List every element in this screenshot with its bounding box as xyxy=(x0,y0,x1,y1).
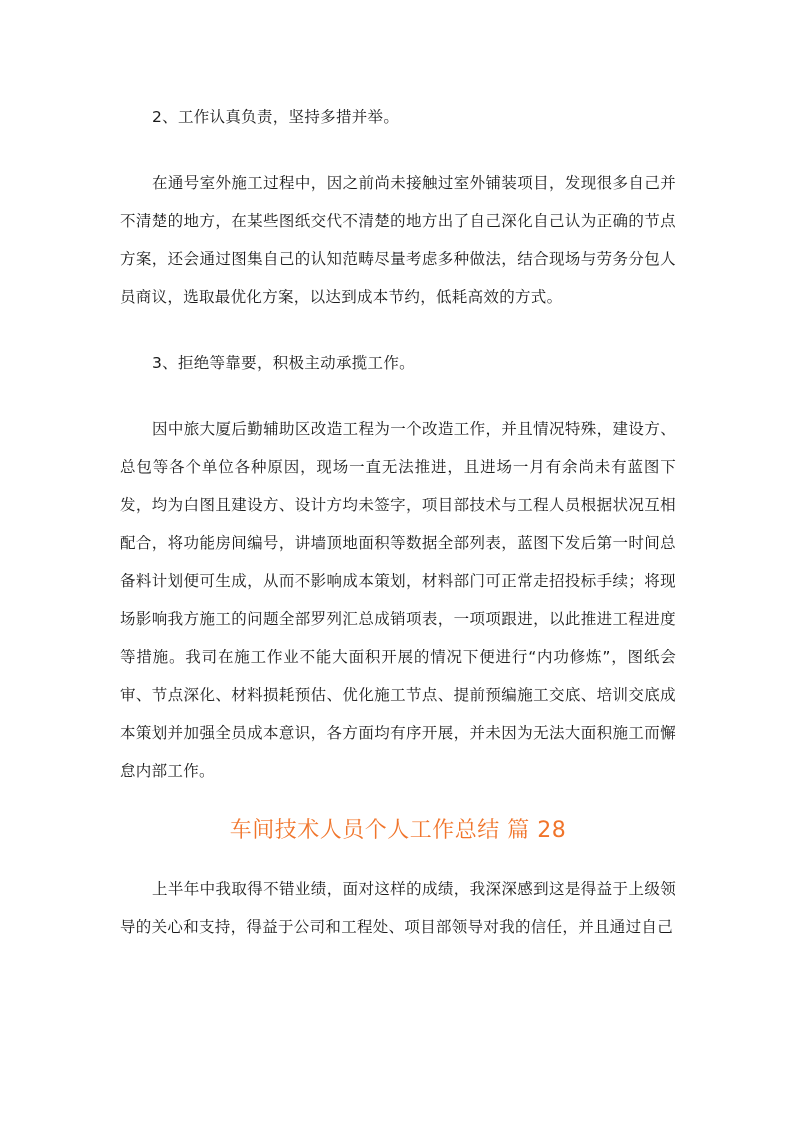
paragraph-outdoor-construction: 在通号室外施工过程中，因之前尚未接触过室外铺装项目，发现很多自己并不清楚的地方，在某些图纸交代不清楚的地方出了自己深化自己认为正确的节点方案，还会通过图集自己的认知范畴尽量考虑多种做法，结合现场与劳务分包人员商议，选取最优化方案，以达到成本节约，低耗高效的方式。 xyxy=(120,174,676,306)
paragraph-point-3-title: 3、拒绝等靠要，积极主动承揽工作。 xyxy=(152,354,415,372)
paragraph-renovation-project: 因中旅大厦后勤辅助区改造工程为一个改造工作，并且情况特殊，建设方、总包等各个单位各种原因，现场一直无法推进，且进场一月有余尚未有蓝图下发，均为白图且建设方、设计方均未签字，项目部技术与工程人员根据状况互相配合，将功能房间编号，讲墙顶地面积等数据全部列表，蓝图下发后第一时间总备料计划便可生成，从而不影响成本策划，材料部门可正常走招投标手续；将现场影响我方施工的问题全部罗列汇总成销项表，一项项跟进，以此推进工程进度等措施。我司在施工作业不能大面积开展的情况下便进行“内功修炼”，图纸会审、节点深化、材料损耗预估、优化施工节点、提前预编施工交底、培训交底成本策划并加强全员成本意识，各方面均有序开展，并未因为无法大面积施工而懈怠内部工作。 xyxy=(120,420,676,780)
paragraph-point-2-title: 2、工作认真负责，坚持多措并举。 xyxy=(152,108,400,126)
paragraph-first-half-summary: 上半年中我取得不错业绩，面对这样的成绩，我深深感到这是得益于上级领导的关心和支持，得益于公司和工程处、项目部领导对我的信任，并且通过自己 xyxy=(120,880,676,936)
section-heading: 车间技术人员个人工作总结 篇 28 xyxy=(229,818,567,843)
document-body xyxy=(120,98,676,946)
